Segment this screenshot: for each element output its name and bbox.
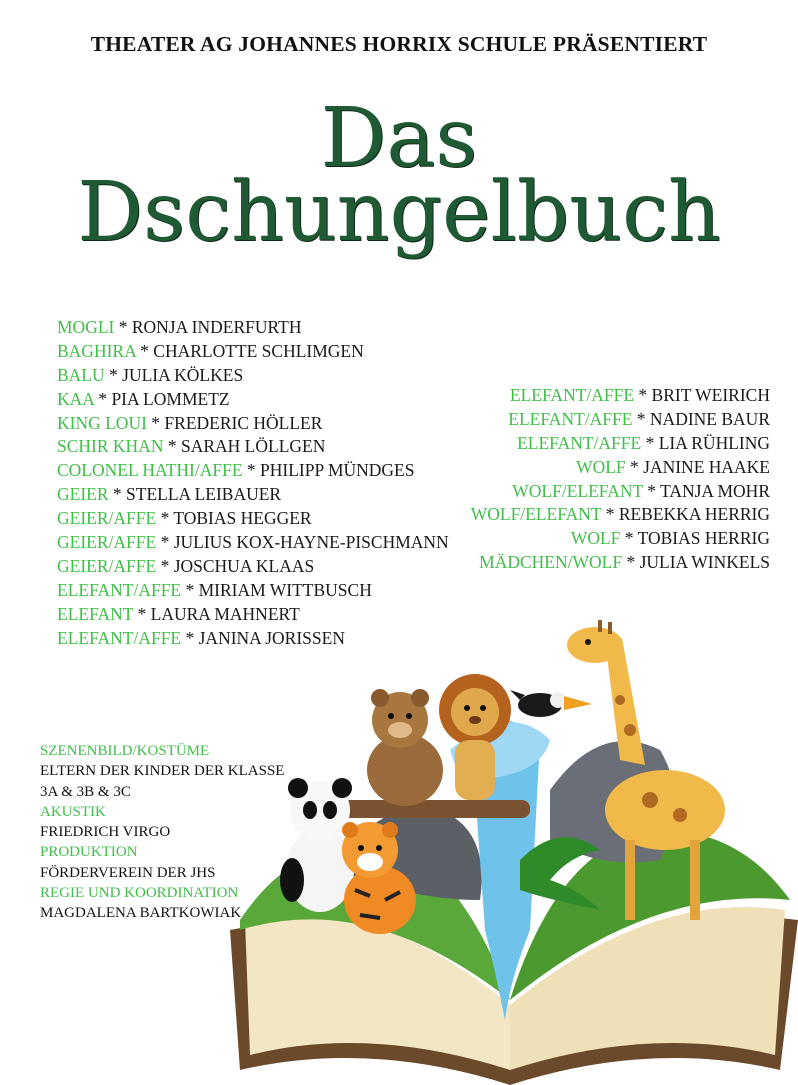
cast-row: SCHIR KHAN * SARAH LÖLLGEN [57, 436, 326, 457]
log-bridge [330, 800, 530, 818]
cast-row: WOLF/ELEFANT * REBEKKA HERRIG [470, 504, 770, 525]
cast-row: GEIER/AFFE * TOBIAS HEGGER [57, 508, 312, 529]
title-line-2: Dschungelbuch [77, 165, 721, 260]
credit-line: MAGDALENA BARTKOWIAK [40, 905, 242, 922]
cast-row: ELEFANT/AFFE * BRIT WEIRICH [509, 385, 770, 405]
cast-row: COLONEL HATHI/AFFE * PHILIPP MÜNDGES [57, 460, 415, 481]
cast-row: ELEFANT/AFFE * LIA RÜHLING [517, 432, 770, 453]
credit-line: 3A & 3B & 3C [40, 783, 131, 800]
credit-label: PRODUKTION [40, 844, 138, 861]
cast-row: ELEFANT * LAURA MAHNERT [57, 603, 300, 624]
bear-figure [367, 689, 443, 806]
cast-row: WOLF * TOBIAS HERRIG [570, 528, 770, 549]
header-text: THEATER AG JOHANNES HORRIX SCHULE PRÄSENTIERT [90, 32, 708, 56]
credit-label: SZENENBILD/KOSTÜME [40, 743, 210, 759]
cast-row: MÄDCHEN/WOLF * JULIA WINKELS [479, 552, 770, 573]
title-line-1: Das [320, 91, 478, 186]
credit-label: AKUSTIK [40, 803, 106, 820]
cast-list-right [471, 384, 770, 575]
cast-row: KING LOUI * FREDERIC HÖLLER [57, 412, 323, 433]
credits-block [40, 741, 284, 924]
cast-row: ELEFANT/AFFE * JANINA JORISSEN [57, 627, 345, 648]
credit-line: ELTERN DER KINDER DER KLASSE [40, 763, 285, 780]
cast-row: ELEFANT/AFFE * MIRIAM WITTBUSCH [57, 579, 372, 600]
credit-line: FÖRDERVEREIN DER JHS [40, 864, 216, 881]
cast-row: MOGLI * RONJA INDERFURTH [57, 317, 302, 337]
jungle-book-illustration [220, 600, 798, 1085]
toucan-figure [510, 690, 592, 717]
cast-row: BAGHIRA * CHARLOTTE SCHLIMGEN [57, 340, 364, 361]
credit-line: FRIEDRICH VIRGO [40, 824, 171, 841]
cast-row: WOLF/ELEFANT * TANJA MOHR [512, 480, 770, 501]
cast-row: ELEFANT/AFFE * NADINE BAUR [508, 408, 770, 429]
cast-row: KAA * PIA LOMMETZ [57, 388, 230, 409]
credit-label: REGIE UND KOORDINATION [40, 885, 239, 902]
cast-row: GEIER * STELLA LEIBAUER [57, 484, 282, 505]
cast-row: BALU * JULIA KÖLKES [57, 364, 244, 385]
cast-row: GEIER/AFFE * JOSCHUA KLAAS [57, 555, 315, 576]
cast-row: GEIER/AFFE * JULIUS KOX-HAYNE-PISCHMANN [57, 532, 449, 553]
cast-row: WOLF * JANINE HAAKE [576, 456, 770, 477]
